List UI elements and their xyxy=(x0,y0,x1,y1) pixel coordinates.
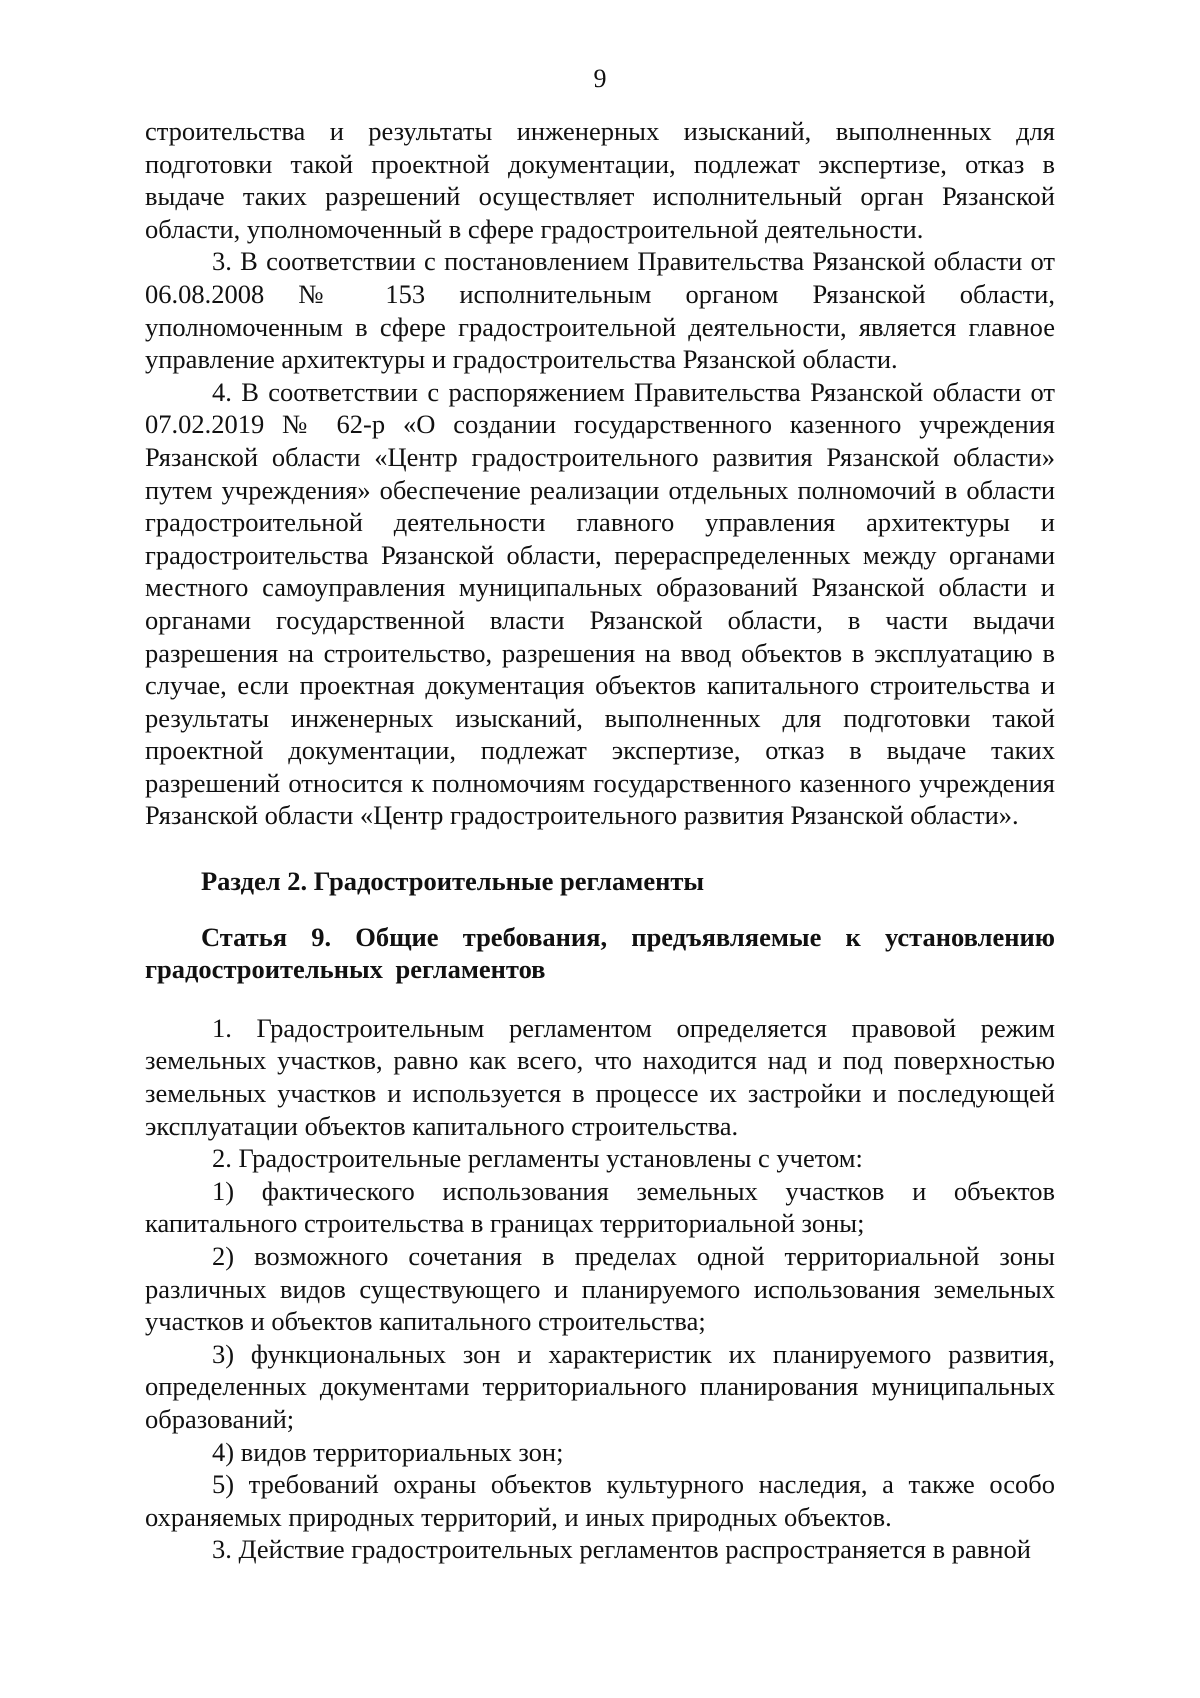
article-subitem-3: 3) функциональных зон и характеристик их планируемого развития, определенных документами территориального планирования муниципальных образований; xyxy=(145,1338,1055,1434)
document-body xyxy=(145,115,1055,1566)
article-subitem-2: 2) возможного сочетания в пределах одной территориальной зоны различных видов существующего и планируемого использования земельных участков и объектов капитального строительства; xyxy=(145,1241,1055,1337)
article-subitem-4: 4) видов территориальных зон; xyxy=(212,1436,564,1467)
article-subitem-5: 5) требований охраны объектов культурного наследия, а также особо охраняемых природных территорий, и иных природных объектов. xyxy=(145,1469,1055,1532)
paragraph-continuation: строительства и результаты инженерных изысканий, выполненных для подготовки такой проектной документации, подлежат экспертизе, отказ в выдаче таких разрешений осуществляет исполнительный орган Рязанской области, уполномоченный в сфере градостроительной деятельности. xyxy=(145,116,1055,244)
paragraph-item-3: 3. В соответствии с постановлением Правительства Рязанской области от 06.08.2008 № 153 исполнительным органом Рязанской области, уполномоченным в сфере градостроительной деятельности, является главное управление архитектуры и градостроительства Рязанской области. xyxy=(145,246,1055,375)
section-heading: Раздел 2. Градостроительные регламенты xyxy=(201,866,705,897)
article-paragraph-1: 1. Градостроительным регламентом определяется правовой режим земельных участков, равно как всего, что находится над и под поверхностью земельных участков и используется в процессе их застройки и последующей эксплуатации объектов капитального строительства. xyxy=(145,1012,1055,1141)
article-heading: Статья 9. Общие требования, предъявляемые к установлению градостроительных регламентов xyxy=(145,921,1055,985)
article-subitem-1: 1) фактического использования земельных участков и объектов капитального строительства в границах территориальной зоны; xyxy=(145,1175,1055,1239)
article-paragraph-3: 3. Действие градостроительных регламентов распространяется в равной xyxy=(212,1534,1031,1565)
page-number: 9 xyxy=(593,64,607,93)
paragraph-item-4: 4. В соответствии с распоряжением Правительства Рязанской области от 07.02.2019 № 62-р «О создании государственного казенного учреждения Рязанской области «Центр градостроительного развития Рязанской области» путем учреждения» обеспечение реализации отдельных полномочий в области градостроительной деятельности главного управления архитектуры и градостроительства Рязанской области, перераспределенных между органами местного самоуправления муниципальных образований Рязанской области и органами государственной власти Рязанской области, в части выдачи разрешения на строительство, разрешения на ввод объектов в эксплуатацию в случае, если проектная документация объектов капитального строительства и результаты инженерных изысканий, выполненных для подготовки такой проектной документации, подлежат экспертизе, отказ в выдаче таких разрешений относится к полномочиям государственного казенного учреждения Рязанской области «Центр градостроительного развития Рязанской области». xyxy=(145,376,1055,831)
article-paragraph-2: 2. Градостроительные регламенты установлены с учетом: xyxy=(212,1143,863,1174)
